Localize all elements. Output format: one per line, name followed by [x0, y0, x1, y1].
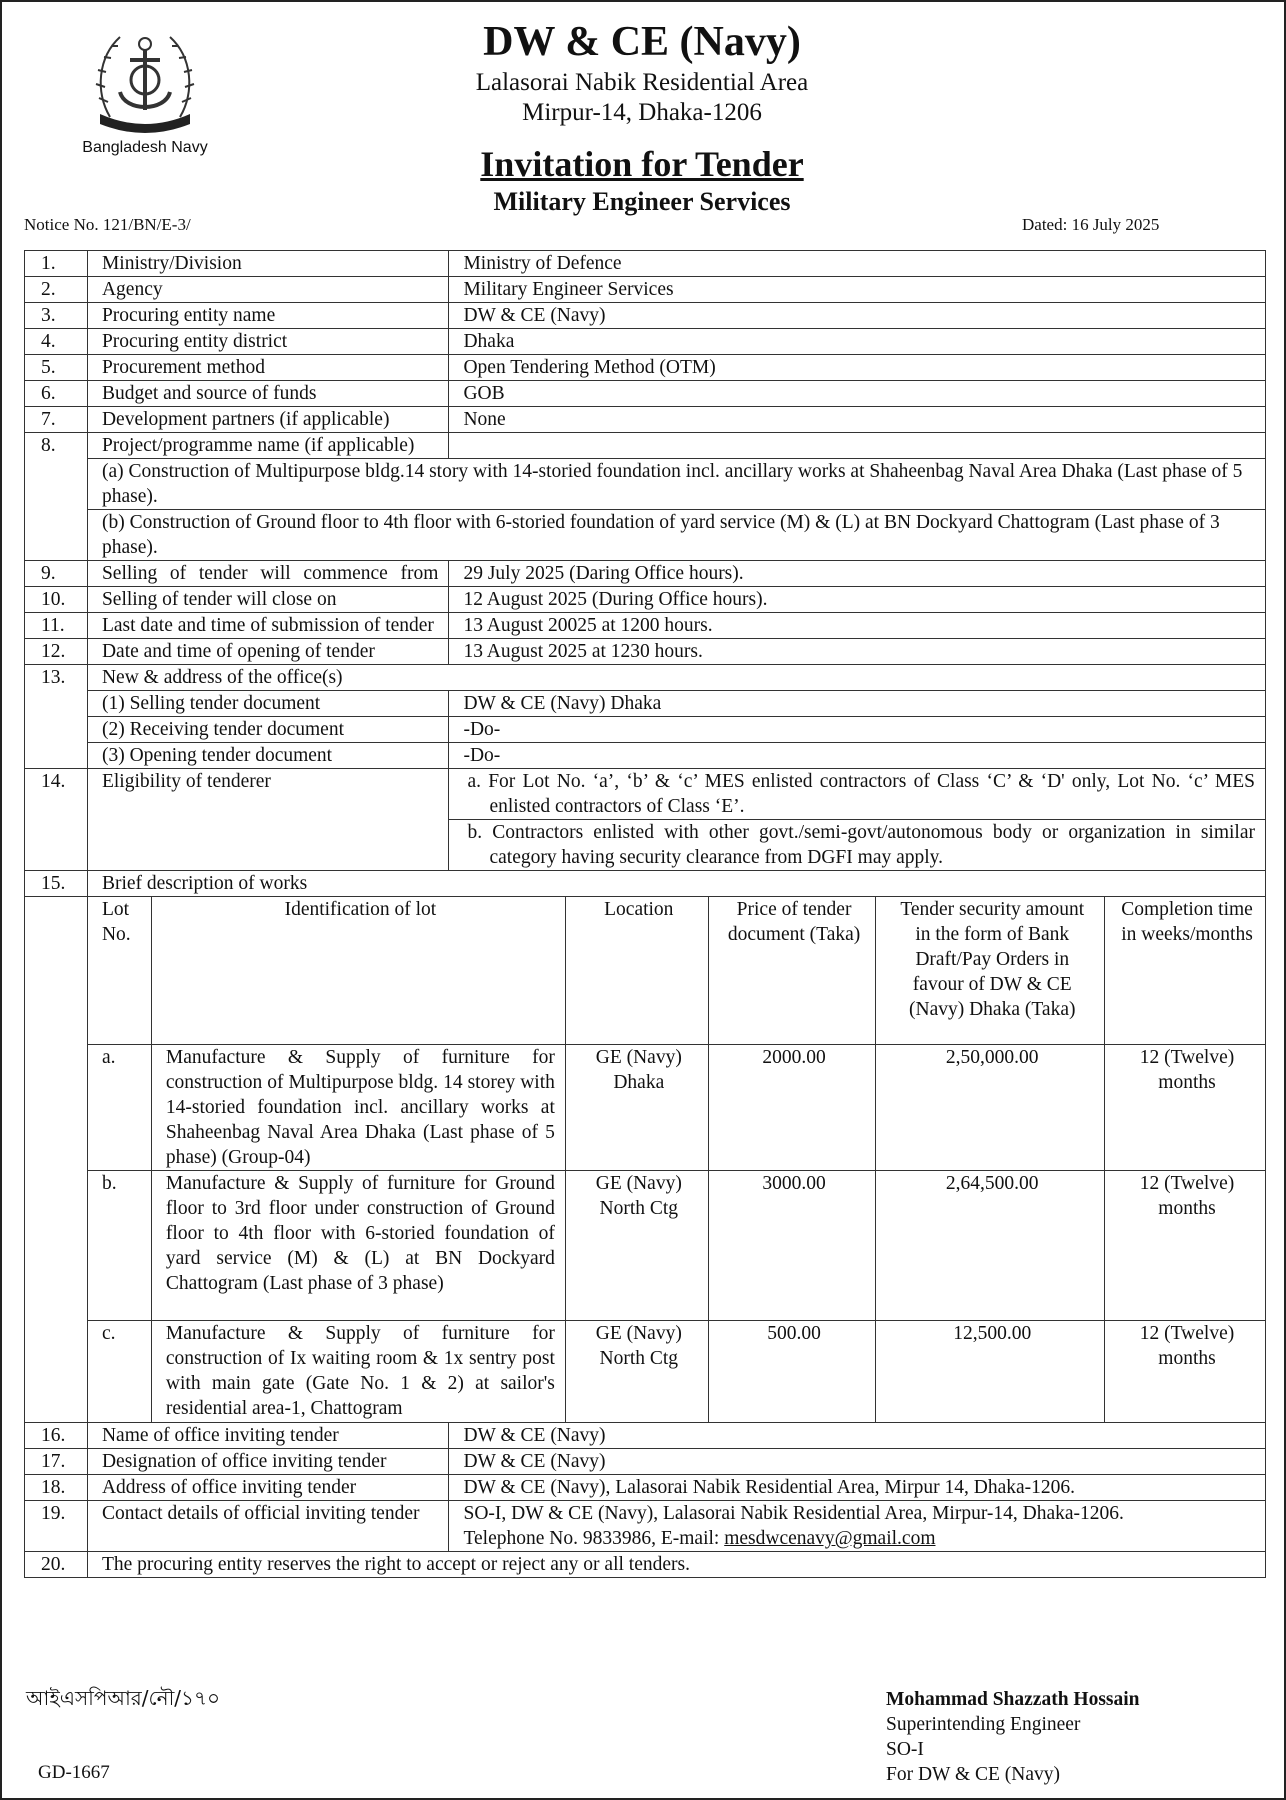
table-row — [87, 1321, 1265, 1423]
row-value: DW & CE (Navy), Lalasorai Nabik Residential Area, Mirpur 14, Dhaka-1206. — [449, 1475, 1266, 1501]
ispr-code: আইএসপিআর/নৌ/১৭০ — [26, 1686, 221, 1710]
table-row — [25, 613, 1266, 639]
table-row — [87, 1045, 1265, 1171]
navy-logo — [70, 22, 220, 157]
row-label: Procurement method — [87, 355, 449, 381]
address-line-1: Lalasorai Nabik Residential Area — [475, 69, 809, 96]
row-number: 17. — [25, 1449, 88, 1475]
table-row — [25, 1423, 1266, 1449]
office-sub-label: (1) Selling tender document — [87, 691, 449, 717]
table-row — [25, 329, 1266, 355]
signatory-rank: SO-I — [886, 1739, 924, 1760]
row-number: 8. — [25, 433, 88, 561]
row-value: DW & CE (Navy) — [449, 1449, 1266, 1475]
lot-price: 500.00 — [708, 1321, 876, 1423]
row-value: 13 August 2025 at 1230 hours. — [449, 639, 1266, 665]
row-label: Selling of tender will close on — [87, 587, 449, 613]
gd-number: GD-1667 — [38, 1762, 110, 1783]
row-label: Project/programme name (if applicable) — [87, 433, 449, 459]
lot-no: b. — [87, 1171, 151, 1321]
notice-number: Notice No. 121/BN/E-3/ — [24, 215, 191, 234]
row-number: 14. — [25, 769, 88, 871]
table-row — [25, 381, 1266, 407]
row-number: 19. — [25, 1501, 88, 1552]
office-sub-value: -Do- — [449, 717, 1266, 743]
row-number: 9. — [25, 561, 88, 587]
signatory-name: Mohammad Shazzath Hossain — [886, 1689, 1140, 1710]
header-security: Tender security amount in the form of Bank Draft/Pay Orders in favour of DW & CE (Navy) Dhaka (Taka) — [876, 897, 1105, 1045]
table-row — [25, 1449, 1266, 1475]
row-label: Procuring entity name — [87, 303, 449, 329]
lot-completion: 12 (Twelve) months — [1105, 1045, 1266, 1171]
logo-caption: Bangladesh Navy — [82, 139, 208, 156]
page-subtitle: Military Engineer Services — [493, 187, 791, 216]
lot-security: 2,64,500.00 — [876, 1171, 1105, 1321]
lots-cell — [87, 897, 1265, 1423]
row-label: Budget and source of funds — [87, 381, 449, 407]
table-row — [25, 433, 1266, 459]
row-label: Procuring entity district — [87, 329, 449, 355]
row-number: 15. — [25, 871, 88, 897]
table-row — [25, 691, 1266, 717]
table-row — [25, 743, 1266, 769]
lots-table — [87, 896, 1266, 1423]
row-value: 12 August 2025 (During Office hours). — [449, 587, 1266, 613]
eligibility-item-b: b. Contractors enlisted with other govt./semi-govt/autonomous body or organization in similar category having security clearance from DGFI may apply. — [449, 820, 1266, 871]
lot-identification: Manufacture & Supply of furniture for construction of Multipurpose bldg. 14 storey with 14-storied foundation incl. ancillary works at Shaheenbag Naval Area Dhaka (Last phase of 5 phase) (Group-04) — [151, 1045, 565, 1171]
table-row — [25, 1475, 1266, 1501]
table-row — [25, 587, 1266, 613]
table-row — [25, 303, 1266, 329]
row-label: Date and time of opening of tender — [87, 639, 449, 665]
row-number: 10. — [25, 587, 88, 613]
row-label: Eligibility of tenderer — [87, 769, 449, 871]
row-number: 5. — [25, 355, 88, 381]
signatory-for: For DW & CE (Navy) — [886, 1764, 1061, 1785]
lot-completion: 12 (Twelve) months — [1105, 1171, 1266, 1321]
signature-block — [886, 1687, 1140, 1787]
lot-identification: Manufacture & Supply of furniture for construction of Ix waiting room & 1x sentry post with main gate (Gate No. 1 & 2) at sailor's residential area-1, Chattogram — [151, 1321, 565, 1423]
row-value: GOB — [449, 381, 1266, 407]
row-value: Open Tendering Method (OTM) — [449, 355, 1266, 381]
row-number: 12. — [25, 639, 88, 665]
row-text: The procuring entity reserves the right to accept or reject any or all tenders. — [87, 1552, 1265, 1578]
row-number: 6. — [25, 381, 88, 407]
table-row — [25, 251, 1266, 277]
contact-phone: Telephone No. 9833986, E-mail: — [463, 1528, 725, 1549]
row-value: 29 July 2025 (Daring Office hours). — [449, 561, 1266, 587]
row-number: 11. — [25, 613, 88, 639]
lots-header-row — [87, 897, 1265, 1045]
row-number: 4. — [25, 329, 88, 355]
table-row — [25, 355, 1266, 381]
row-number: 7. — [25, 407, 88, 433]
lot-completion: 12 (Twelve) months — [1105, 1321, 1266, 1423]
header-location: Location — [565, 897, 708, 1045]
office-sub-label: (2) Receiving tender document — [87, 717, 449, 743]
row-label: Contact details of official inviting tender — [87, 1501, 449, 1552]
row-number: 18. — [25, 1475, 88, 1501]
header-lot-no: Lot No. — [87, 897, 151, 1045]
row-value: Dhaka — [449, 329, 1266, 355]
notice-date: Dated: 16 July 2025 — [1022, 215, 1160, 234]
table-row — [25, 510, 1266, 561]
header-identification: Identification of lot — [151, 897, 565, 1045]
row-number: 20. — [25, 1552, 88, 1578]
table-row — [25, 871, 1266, 897]
row-number: 13. — [25, 665, 88, 769]
row-label: Agency — [87, 277, 449, 303]
row-value: 13 August 20025 at 1200 hours. — [449, 613, 1266, 639]
project-item-a: (a) Construction of Multipurpose bldg.14 story with 14-storied foundation incl. ancillary works at Shaheenbag Naval Area Dhaka (Last phase of 5 phase). — [87, 459, 1265, 510]
project-item-b: (b) Construction of Ground floor to 4th floor with 6-storied foundation of yard service (M) & (L) at BN Dockyard Chattogram (Last phase of 3 phase). — [87, 510, 1265, 561]
row-label: Name of office inviting tender — [87, 1423, 449, 1449]
header-completion: Completion time in weeks/months — [1105, 897, 1266, 1045]
lot-location: GE (Navy) North Ctg — [565, 1171, 708, 1321]
table-row — [25, 897, 1266, 1423]
table-row — [25, 665, 1266, 691]
email-link[interactable]: mesdwcenavy@gmail.com — [724, 1528, 936, 1549]
lot-location: GE (Navy) Dhaka — [565, 1045, 708, 1171]
row-label: Designation of office inviting tender — [87, 1449, 449, 1475]
row-number: 3. — [25, 303, 88, 329]
row-value: DW & CE (Navy) — [449, 303, 1266, 329]
row-label: Address of office inviting tender — [87, 1475, 449, 1501]
row-number: 16. — [25, 1423, 88, 1449]
row-value — [449, 1501, 1266, 1552]
row-label: Last date and time of submission of tender — [87, 613, 449, 639]
row-number: 1. — [25, 251, 88, 277]
navy-anchor-crest-icon — [90, 22, 200, 137]
row-label: Selling of tender will commence from — [87, 561, 449, 587]
office-sub-label: (3) Opening tender document — [87, 743, 449, 769]
org-name: DW & CE (Navy) — [483, 19, 801, 65]
row-number: 2. — [25, 277, 88, 303]
lot-identification: Manufacture & Supply of furniture for Ground floor to 3rd floor under construction of Ground floor to 4th floor with 6-storied foundation of yard service (M) & (L) at BN Dockyard Chattogram (Last phase of 3 phase) — [151, 1171, 565, 1321]
office-sub-value: -Do- — [449, 743, 1266, 769]
table-row — [25, 769, 1266, 820]
lot-security: 12,500.00 — [876, 1321, 1105, 1423]
row-value: Military Engineer Services — [449, 277, 1266, 303]
lot-price: 3000.00 — [708, 1171, 876, 1321]
address-line-2: Mirpur-14, Dhaka-1206 — [522, 99, 762, 126]
row-value: None — [449, 407, 1266, 433]
row-label: Brief description of works — [87, 871, 1265, 897]
table-row — [87, 1171, 1265, 1321]
header-price: Price of tender document (Taka) — [708, 897, 876, 1045]
row-label: Development partners (if applicable) — [87, 407, 449, 433]
table-row — [25, 1552, 1266, 1578]
page-title: Invitation for Tender — [480, 144, 804, 184]
table-row — [25, 459, 1266, 510]
table-row — [25, 1501, 1266, 1552]
tender-table — [24, 250, 1266, 1578]
header — [342, 16, 942, 218]
signatory-title: Superintending Engineer — [886, 1714, 1081, 1735]
lot-location: GE (Navy) North Ctg — [565, 1321, 708, 1423]
lot-no: c. — [87, 1321, 151, 1423]
table-row — [25, 639, 1266, 665]
row-value: Ministry of Defence — [449, 251, 1266, 277]
table-row — [25, 717, 1266, 743]
eligibility-item-a: a. For Lot No. ‘a’, ‘b’ & ‘c’ MES enlisted contractors of Class ‘C’ & ‘D' only, Lot No. ‘c’ MES enlisted contractors of Class ‘E’. — [449, 769, 1266, 820]
row-label: Ministry/Division — [87, 251, 449, 277]
table-row — [25, 407, 1266, 433]
lot-no: a. — [87, 1045, 151, 1171]
table-row — [25, 561, 1266, 587]
row-label: New & address of the office(s) — [87, 665, 1265, 691]
office-sub-value: DW & CE (Navy) Dhaka — [449, 691, 1266, 717]
contact-address: SO-I, DW & CE (Navy), Lalasorai Nabik Residential Area, Mirpur-14, Dhaka-1206. — [463, 1503, 1124, 1524]
lot-price: 2000.00 — [708, 1045, 876, 1171]
table-row — [25, 277, 1266, 303]
row-value: DW & CE (Navy) — [449, 1423, 1266, 1449]
lot-security: 2,50,000.00 — [876, 1045, 1105, 1171]
contact-line — [463, 1526, 1255, 1551]
